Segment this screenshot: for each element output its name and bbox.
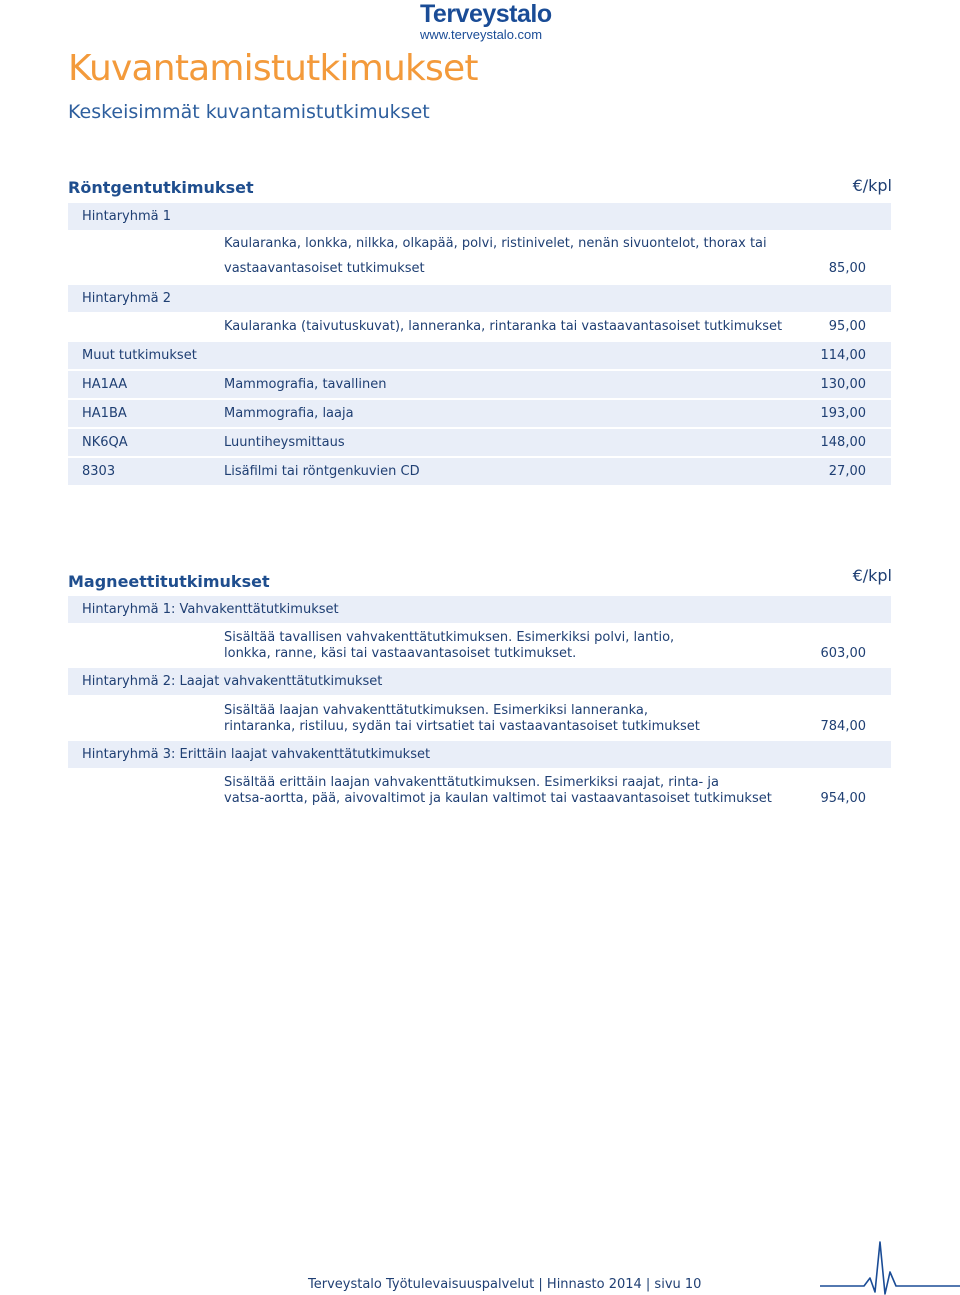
brand-logo-url: www.terveystalo.com — [420, 27, 543, 42]
xray-other-price: 114,00 — [820, 348, 866, 363]
xray-group2-price: 95,00 — [828, 319, 866, 334]
xray-row-price: 130,00 — [820, 377, 866, 392]
xray-row-code: HA1AA — [82, 377, 128, 392]
xray-row-desc: Lisäfilmi tai röntgenkuvien CD — [224, 464, 420, 479]
xray-group2-desc: Kaularanka (taivutuskuvat), lanneranka, rintaranka tai vastaavantasoiset tutkimukset — [224, 319, 783, 334]
mri-group2-desc-line1: Sisältää laajan vahvakenttätutkimuksen. Esimerkiksi lanneranka, — [224, 703, 648, 718]
xray-group2-band — [68, 285, 891, 312]
xray-unit-label: €/kpl — [852, 176, 892, 195]
xray-group1-price: 85,00 — [828, 261, 866, 276]
xray-row-desc: Luuntiheysmittaus — [224, 435, 345, 450]
xray-row-code: 8303 — [82, 464, 116, 479]
xray-group1-desc-line2: vastaavantasoiset tutkimukset — [224, 261, 425, 276]
xray-group1-desc-line1: Kaularanka, lonkka, nilkka, olkapää, polvi, ristinivelet, nenän sivuontelot, thorax tai — [224, 236, 767, 251]
xray-group1-label: Hintaryhmä 1 — [82, 209, 172, 224]
xray-row-price: 27,00 — [828, 464, 866, 479]
page-title: Kuvantamistutkimukset — [68, 48, 478, 89]
mri-group2-label: Hintaryhmä 2: Laajat vahvakenttätutkimukset — [82, 674, 383, 689]
mri-group3-price: 954,00 — [820, 791, 866, 806]
footer-text: Terveystalo Työtulevaisuuspalvelut | Hinnasto 2014 | sivu 10 — [308, 1277, 702, 1292]
xray-row-price: 148,00 — [820, 435, 866, 450]
mri-group2-desc-line2: rintaranka, ristiluu, sydän tai virtsatiet tai vastaavantasoiset tutkimukset — [224, 719, 700, 734]
mri-group3-label: Hintaryhmä 3: Erittäin laajat vahvakenttätutkimukset — [82, 747, 431, 762]
mri-group1-desc-line2: lonkka, ranne, käsi tai vastaavantasoiset tutkimukset. — [224, 646, 577, 661]
xray-row-band — [68, 429, 891, 456]
xray-other-label: Muut tutkimukset — [82, 348, 197, 363]
xray-group1-band — [68, 203, 891, 230]
xray-row-desc: Mammografia, tavallinen — [224, 377, 387, 392]
xray-row-code: HA1BA — [82, 406, 127, 421]
xray-row-band — [68, 458, 891, 485]
xray-group2-label: Hintaryhmä 2 — [82, 291, 172, 306]
xray-row-code: NK6QA — [82, 435, 128, 450]
mri-group1-label: Hintaryhmä 1: Vahvakenttätutkimukset — [82, 602, 339, 617]
mri-group3-desc-line1: Sisältää erittäin laajan vahvakenttätutkimuksen. Esimerkiksi raajat, rinta- ja — [224, 775, 719, 790]
xray-section-title: Röntgentutkimukset — [68, 178, 254, 197]
mri-group1-desc-line1: Sisältää tavallisen vahvakenttätutkimuksen. Esimerkiksi polvi, lantio, — [224, 630, 675, 645]
mri-unit-label: €/kpl — [852, 566, 892, 585]
heartbeat-icon — [820, 1238, 960, 1295]
mri-group2-price: 784,00 — [820, 719, 866, 734]
mri-section-title: Magneettitutkimukset — [68, 572, 270, 591]
page-subtitle: Keskeisimmät kuvantamistutkimukset — [68, 101, 430, 123]
xray-row-desc: Mammografia, laaja — [224, 406, 354, 421]
xray-row-band — [68, 371, 891, 398]
mri-group1-price: 603,00 — [820, 646, 866, 661]
brand-logo-name: Terveystalo — [420, 0, 552, 28]
xray-row-price: 193,00 — [820, 406, 866, 421]
mri-group3-desc-line2: vatsa-aortta, pää, aivovaltimot ja kaulan valtimot tai vastaavantasoiset tutkimukset — [224, 791, 772, 806]
xray-row-band — [68, 400, 891, 427]
